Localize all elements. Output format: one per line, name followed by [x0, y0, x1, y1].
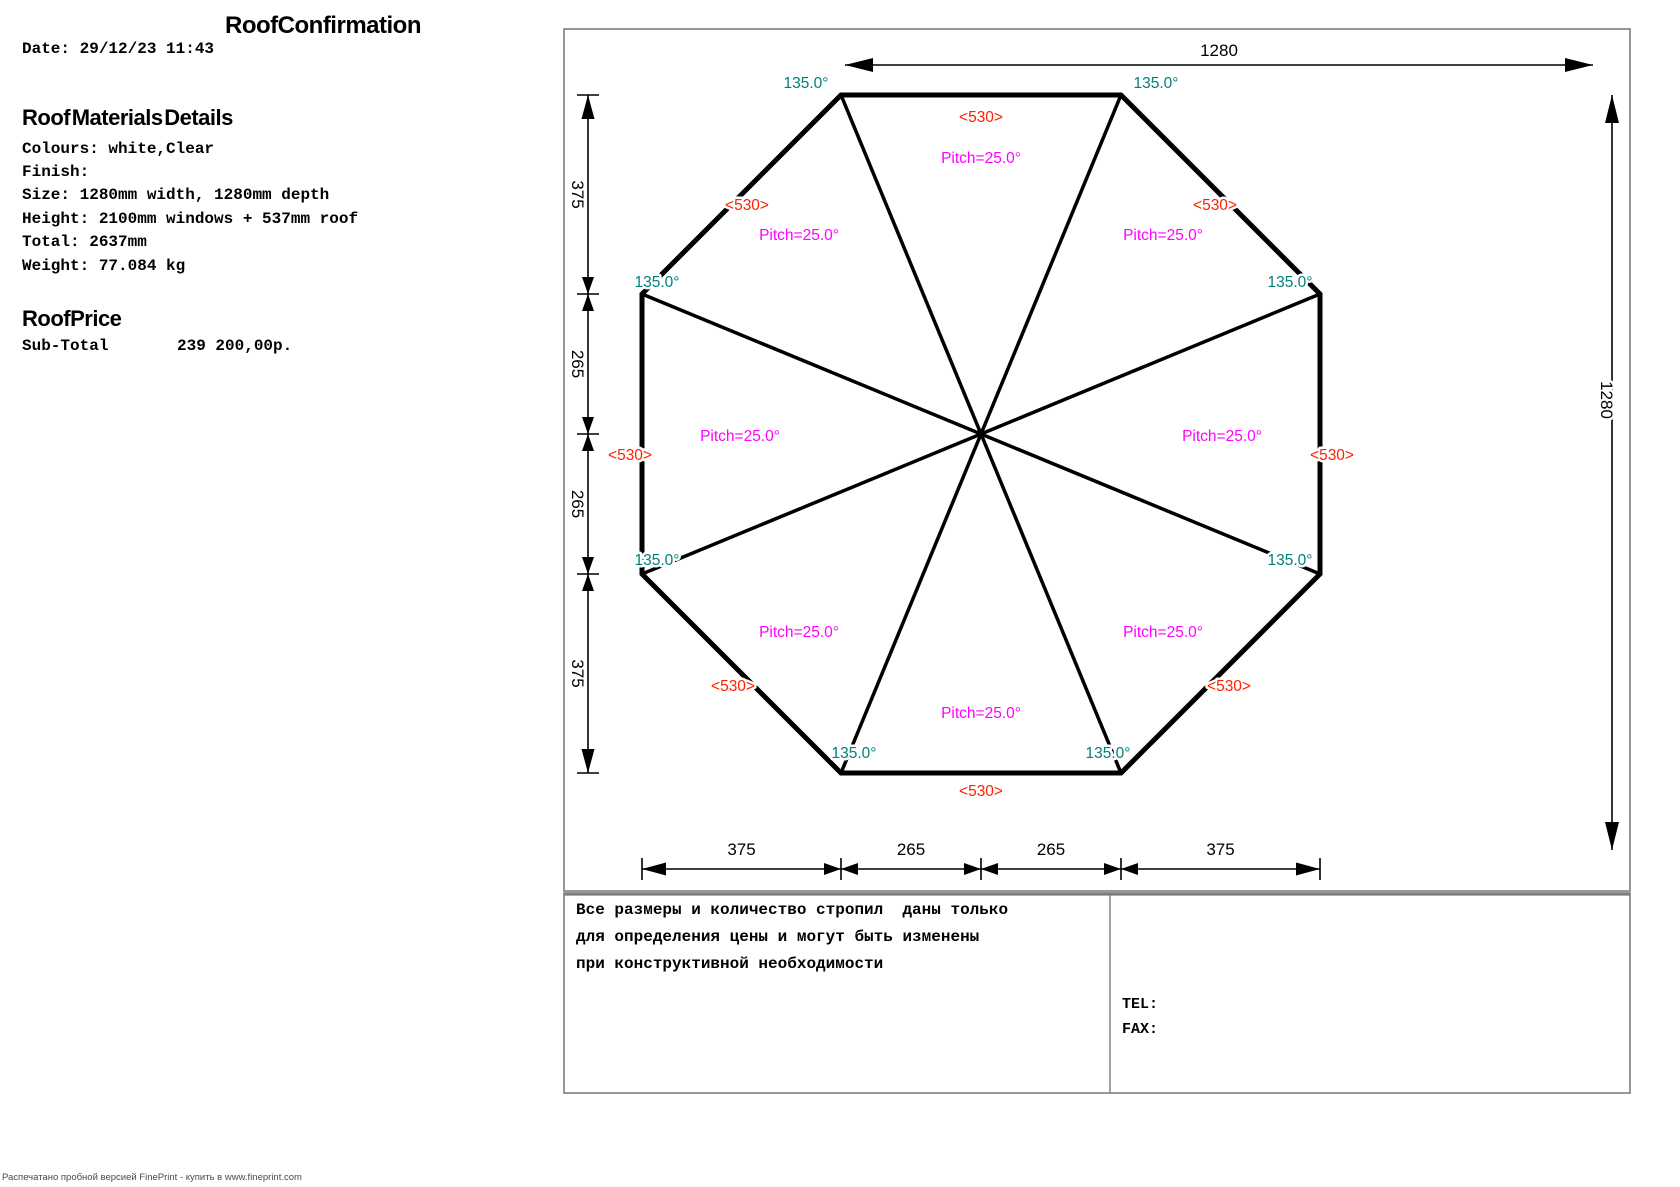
- edge-length-label: <530>: [1193, 197, 1237, 214]
- materials-finish: Finish:: [22, 163, 90, 181]
- left-dim-tick-arrow: [582, 557, 594, 574]
- pitch-label: Pitch=25.0°: [1123, 227, 1203, 244]
- bottom-dim-tick-arrow: [1121, 863, 1138, 875]
- bottom-dim-tick-arrow: [824, 863, 841, 875]
- pitch-label: Pitch=25.0°: [759, 624, 839, 641]
- angle-label: 135.0°: [1267, 552, 1313, 569]
- subtotal-label: Sub-Total: [22, 337, 109, 355]
- date-line: Date: 29/12/23 11:43: [22, 40, 215, 58]
- materials-total: Total: 2637mm: [22, 233, 147, 251]
- angle-label: 135.0°: [1133, 75, 1179, 92]
- edge-length-label: <530>: [959, 109, 1003, 126]
- materials-heading: Roof Materials Details: [22, 105, 233, 130]
- bottom-dim-tick-arrow: [981, 863, 998, 875]
- pitch-label: Pitch=25.0°: [759, 227, 839, 244]
- bottom-dim-label: 375: [1206, 840, 1235, 859]
- bottom-dim-tick-arrow: [964, 863, 981, 875]
- bottom-dim-end-arrow: [1296, 863, 1320, 876]
- right-dim-arrow-down: [1605, 822, 1619, 850]
- edge-length-label: <530>: [959, 783, 1003, 800]
- materials-colours: Colours: white,Clear: [22, 140, 215, 158]
- note-line: Все размеры и количество стропил даны только: [576, 901, 1009, 919]
- angle-label: 135.0°: [783, 75, 829, 92]
- edge-length-label: <530>: [725, 197, 769, 214]
- page-title: RoofConfirmation: [225, 12, 421, 39]
- pitch-label: Pitch=25.0°: [1182, 428, 1262, 445]
- right-dim-label: 1280: [1597, 381, 1616, 419]
- materials-height: Height: 2100mm windows + 537mm roof: [22, 210, 359, 228]
- materials-weight: Weight: 77.084 kg: [22, 257, 186, 275]
- angle-label: 135.0°: [1085, 745, 1131, 762]
- bottom-dim-label: 265: [896, 840, 926, 859]
- price-heading: RoofPrice: [22, 306, 122, 331]
- pitch-label: Pitch=25.0°: [1123, 624, 1203, 641]
- left-dim-tick-arrow: [582, 294, 594, 311]
- pitch-label: Pitch=25.0°: [700, 428, 780, 445]
- left-dim-label: 375: [568, 659, 587, 688]
- left-dim-label: 265: [568, 489, 587, 519]
- left-dim-tick-arrow: [582, 434, 594, 451]
- subtotal-value: 239 200,00p.: [177, 337, 293, 355]
- edge-length-label: <530>: [711, 678, 755, 695]
- materials-size: Size: 1280mm width, 1280mm depth: [22, 186, 330, 204]
- left-dim-tick-arrow: [582, 574, 594, 591]
- bottom-dim-label: 375: [727, 840, 756, 859]
- edge-length-label: <530>: [1207, 678, 1251, 695]
- pitch-label: Pitch=25.0°: [941, 705, 1021, 722]
- angle-label: 135.0°: [634, 274, 680, 291]
- bottom-dim-label: 265: [1036, 840, 1066, 859]
- tel-label: TEL:: [1122, 996, 1159, 1013]
- bottom-dim-tick-arrow: [1104, 863, 1121, 875]
- note-line: при конструктивной необходимости: [576, 955, 884, 973]
- top-dim-label: 1280: [1200, 41, 1238, 60]
- edge-length-label: <530>: [1310, 447, 1354, 464]
- top-dim-arrow-left: [845, 58, 873, 72]
- bottom-dim-end-arrow: [642, 863, 666, 876]
- notes-panel-border: [564, 893, 1630, 1093]
- fax-label: FAX:: [1122, 1021, 1159, 1038]
- angle-label: 135.0°: [634, 552, 680, 569]
- bottom-dim-tick-arrow: [841, 863, 858, 875]
- left-dim-label: 375: [568, 180, 587, 209]
- left-dim-end-arrow: [582, 95, 595, 119]
- left-dim-tick-arrow: [582, 417, 594, 434]
- right-dim-arrow-up: [1605, 95, 1619, 123]
- left-dim-tick-arrow: [582, 277, 594, 294]
- fineprint-watermark: Распечатано пробной версией FinePrint - купить в www.fineprint.com: [2, 1172, 302, 1183]
- edge-length-label: <530>: [608, 447, 652, 464]
- pitch-label: Pitch=25.0°: [941, 150, 1021, 167]
- left-dim-label: 265: [568, 349, 587, 379]
- note-line: для определения цены и могут быть изменены: [576, 928, 980, 946]
- angle-label: 135.0°: [1267, 274, 1313, 291]
- angle-label: 135.0°: [831, 745, 877, 762]
- top-dim-arrow-right: [1565, 58, 1593, 72]
- left-dim-end-arrow: [582, 749, 595, 773]
